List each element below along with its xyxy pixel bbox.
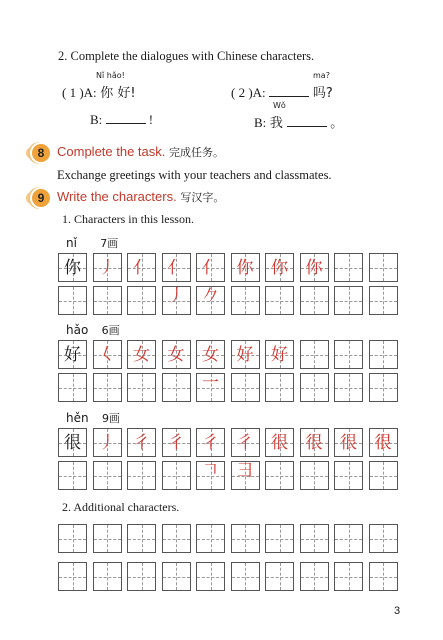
- practice-grid-hao-cell[interactable]: [196, 340, 225, 393]
- practice-grid-additional-cell[interactable]: [196, 524, 225, 553]
- stroke-order-step: 彳𠃍: [202, 433, 219, 481]
- practice-grid-hao-cell[interactable]: [300, 373, 329, 402]
- model-character: 你: [64, 258, 81, 278]
- practice-grid-ni-cell[interactable]: [196, 253, 225, 306]
- stroke-order-step: 很: [374, 433, 392, 453]
- dialogue-2-b-text: 我: [269, 116, 283, 131]
- practice-grid-ni-cell[interactable]: [300, 286, 329, 315]
- stroke-order-step: 女一: [202, 345, 219, 393]
- practice-grid-hao-cell[interactable]: [58, 340, 87, 369]
- stroke-order-step: 很: [340, 433, 357, 453]
- stroke-order-step: 彳彐: [236, 433, 254, 481]
- practice-grid-additional-cell[interactable]: [300, 562, 329, 591]
- practice-grid-hao-cell[interactable]: [369, 340, 398, 369]
- practice-grid-hao-cell[interactable]: [162, 373, 191, 402]
- dialogue-2-number: ( 2 ): [231, 85, 253, 100]
- practice-grid-additional-cell[interactable]: [231, 562, 260, 591]
- stroke-order-step: 你: [236, 258, 254, 278]
- practice-grid-hen-cell[interactable]: [334, 428, 363, 457]
- practice-grid-ni-cell[interactable]: [127, 253, 156, 282]
- practice-grid-additional-cell[interactable]: [265, 524, 294, 553]
- practice-grid-additional-cell[interactable]: [93, 562, 122, 591]
- practice-grid-hao-cell[interactable]: [93, 373, 122, 402]
- dialogue-1-pinyin: Nǐ hǎo!: [96, 71, 125, 80]
- dialogue-1-a-text: 你 好!: [100, 86, 136, 101]
- practice-grid-hao-cell[interactable]: [231, 373, 260, 402]
- practice-grid-hen-cell[interactable]: [369, 428, 398, 457]
- practice-grid-additional-cell[interactable]: [265, 562, 294, 591]
- practice-grid-additional-cell[interactable]: [127, 524, 156, 553]
- practice-grid-hen-cell[interactable]: [93, 461, 122, 490]
- practice-grid-ni-cell[interactable]: [58, 286, 87, 315]
- practice-grid-hen-cell[interactable]: [231, 428, 260, 481]
- task-8-title-en: Complete the task.: [57, 144, 166, 159]
- practice-grid-hao-cell[interactable]: [162, 340, 191, 369]
- practice-grid-hen-cell[interactable]: [127, 428, 156, 457]
- practice-grid-ni-cell[interactable]: [93, 253, 122, 282]
- model-character: 很: [64, 433, 81, 453]
- stroke-order-step: 很: [271, 433, 288, 453]
- practice-grid-hao-cell[interactable]: [127, 373, 156, 402]
- practice-grid-additional-cell[interactable]: [58, 562, 87, 591]
- stroke-order-step: 亻丿: [167, 258, 185, 306]
- practice-grid-ni-cell[interactable]: [369, 286, 398, 315]
- practice-grid-hen-cell[interactable]: [265, 428, 294, 457]
- dialogue-1-number: ( 1 ): [62, 85, 84, 100]
- practice-grid-hao-cell[interactable]: [300, 340, 329, 369]
- practice-grid-hao-cell[interactable]: [93, 340, 122, 369]
- practice-grid-hen-cell[interactable]: [300, 428, 329, 457]
- char-pinyin-hen: hěn: [66, 411, 89, 425]
- char-pinyin-ni: nǐ: [66, 236, 77, 250]
- stroke-order-step: 亻𠂊: [202, 258, 219, 306]
- task-8-badge: [30, 142, 52, 164]
- dialogue-2-b-label: B:: [254, 115, 267, 130]
- model-character: 好: [64, 345, 81, 365]
- dialogue-2-line-a: [231, 82, 333, 101]
- practice-grid-hen-cell[interactable]: [93, 428, 122, 457]
- practice-grid-hen-cell[interactable]: [196, 428, 225, 481]
- practice-grid-additional-cell[interactable]: [93, 524, 122, 553]
- practice-grid-ni-cell[interactable]: [265, 253, 294, 282]
- practice-grid-hao-cell[interactable]: [265, 373, 294, 402]
- char-header-hao: [66, 322, 120, 338]
- task-9-title-zh: 写汉字。: [180, 192, 225, 204]
- practice-grid-ni-cell[interactable]: [93, 286, 122, 315]
- section-2-label: 2. Additional characters.: [62, 500, 180, 514]
- practice-grid-ni-cell[interactable]: [334, 253, 363, 282]
- practice-grid-ni-cell[interactable]: [58, 253, 87, 282]
- practice-grid-hao-cell[interactable]: [265, 340, 294, 369]
- dialogue-2-a-blank[interactable]: [269, 85, 309, 97]
- dialogue-1-line-b: [90, 112, 153, 128]
- stroke-order-step: 好: [236, 345, 254, 365]
- practice-grid-additional-cell[interactable]: [231, 524, 260, 553]
- dialogue-1-b-end: !: [148, 112, 154, 127]
- practice-grid-hen-cell[interactable]: [58, 428, 87, 457]
- stroke-order-step: 女: [133, 345, 150, 365]
- char-strokes-hao: 6画: [101, 324, 120, 337]
- practice-grid-hao-cell[interactable]: [334, 373, 363, 402]
- task-8-instruction: Exchange greetings with your teachers and classmates.: [57, 168, 332, 182]
- task-9-badge: [30, 187, 52, 209]
- exercise-2-title: 2. Complete the dialogues with Chinese characters.: [58, 49, 315, 63]
- practice-grid-ni-cell[interactable]: [127, 286, 156, 315]
- char-header-hen: [66, 410, 120, 426]
- char-strokes-hen: 9画: [101, 412, 120, 425]
- dialogue-2-pinyin-ma: ma?: [313, 71, 330, 80]
- practice-grid-hen-cell[interactable]: [334, 461, 363, 490]
- practice-grid-ni-cell[interactable]: [300, 253, 329, 282]
- practice-grid-additional-cell[interactable]: [369, 562, 398, 591]
- stroke-order-step: 丿: [98, 258, 116, 278]
- dialogue-2-b-blank[interactable]: [287, 115, 327, 127]
- practice-grid-ni-cell[interactable]: [231, 253, 260, 282]
- stroke-order-step: 你: [271, 258, 288, 278]
- practice-grid-hen-cell[interactable]: [58, 461, 87, 490]
- dialogue-2-a-end: 吗?: [312, 86, 333, 101]
- practice-grid-ni-cell[interactable]: [162, 253, 191, 306]
- task-8-title: [57, 144, 224, 160]
- practice-grid-hao-cell[interactable]: [127, 340, 156, 369]
- practice-grid-hao-cell[interactable]: [369, 373, 398, 402]
- stroke-order-step: 很: [305, 433, 323, 453]
- task-9-number: 9: [37, 191, 45, 205]
- task-9-title: [57, 189, 224, 205]
- dialogue-2-pinyin-wo: Wǒ: [273, 101, 286, 110]
- dialogue-2-b-end: 。: [330, 116, 344, 131]
- practice-grid-additional-cell[interactable]: [58, 524, 87, 553]
- practice-grid-ni-cell[interactable]: [334, 286, 363, 315]
- practice-grid-hao-cell[interactable]: [334, 340, 363, 369]
- task-8-title-zh: 完成任务。: [169, 147, 225, 159]
- practice-grid-hen-cell[interactable]: [127, 461, 156, 490]
- practice-grid-ni-cell[interactable]: [231, 286, 260, 315]
- practice-grid-additional-cell[interactable]: [300, 524, 329, 553]
- practice-grid-hen-cell[interactable]: [369, 461, 398, 490]
- practice-grid-hen-cell[interactable]: [162, 461, 191, 490]
- practice-grid-additional-cell[interactable]: [196, 562, 225, 591]
- practice-grid-additional-cell[interactable]: [162, 562, 191, 591]
- char-pinyin-hao: hǎo: [66, 323, 89, 337]
- stroke-order-step: 好: [271, 345, 288, 365]
- practice-grid-additional-cell[interactable]: [162, 524, 191, 553]
- char-strokes-ni: 7画: [100, 237, 119, 250]
- practice-grid-hen-cell[interactable]: [162, 428, 191, 457]
- practice-grid-ni-cell[interactable]: [369, 253, 398, 282]
- dialogue-1-line-a: [62, 82, 136, 101]
- practice-grid-additional-cell[interactable]: [334, 524, 363, 553]
- practice-grid-hao-cell[interactable]: [58, 373, 87, 402]
- dialogue-1-b-blank[interactable]: [106, 112, 146, 124]
- stroke-order-step: 彳: [167, 433, 185, 453]
- dialogue-2-line-b: [254, 112, 343, 131]
- dialogue-1-b-label: B:: [90, 112, 103, 127]
- stroke-order-step: 𡿨: [98, 345, 116, 365]
- practice-grid-additional-cell[interactable]: [369, 524, 398, 553]
- dialogue-2-a-label: A:: [252, 85, 266, 100]
- page-number: 3: [394, 605, 401, 617]
- stroke-order-step: 彳: [133, 433, 150, 453]
- practice-grid-ni-cell[interactable]: [265, 286, 294, 315]
- practice-grid-hen-cell[interactable]: [300, 461, 329, 490]
- practice-grid-additional-cell[interactable]: [334, 562, 363, 591]
- stroke-order-step: 你: [305, 258, 323, 278]
- task-8-number: 8: [37, 146, 45, 160]
- practice-grid-hao-cell[interactable]: [231, 340, 260, 369]
- section-1-label: 1. Characters in this lesson.: [62, 212, 194, 226]
- stroke-order-step: 亻: [133, 258, 150, 278]
- practice-grid-additional-cell[interactable]: [127, 562, 156, 591]
- stroke-order-step: 女: [167, 345, 185, 365]
- char-header-ni: [66, 235, 118, 251]
- dialogue-1-a-label: A:: [83, 85, 97, 100]
- stroke-order-step: 丿: [98, 433, 116, 453]
- task-9-title-en: Write the characters.: [57, 189, 177, 204]
- practice-grid-hen-cell[interactable]: [265, 461, 294, 490]
